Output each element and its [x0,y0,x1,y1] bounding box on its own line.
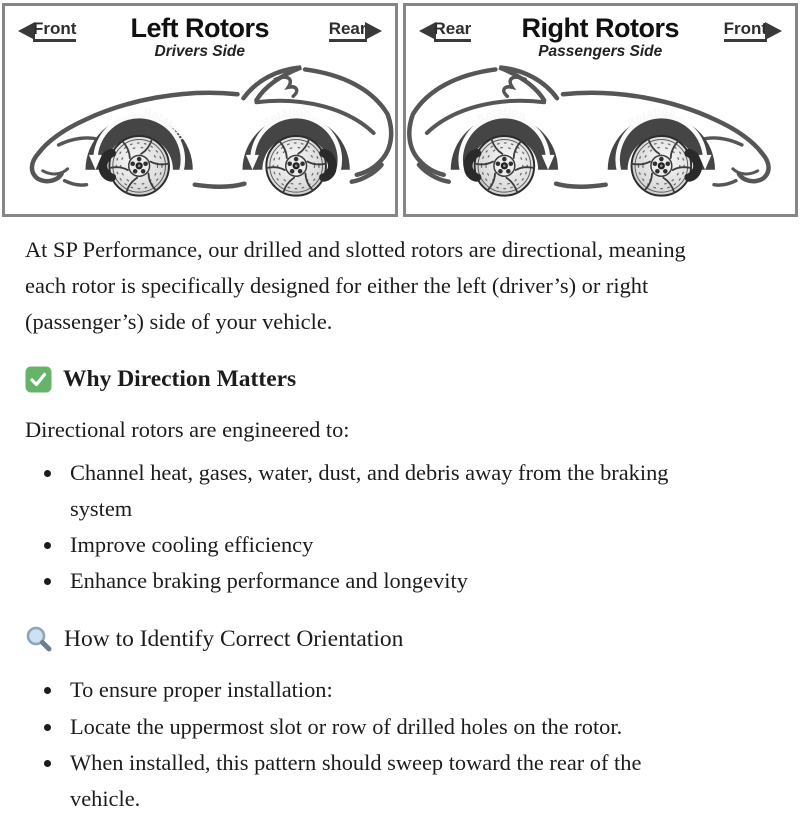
svg-text:Rotation: Rotation [474,107,527,126]
list-item: • Locate the uppermost slot or row of drilled holes on the rotor. [64,709,712,745]
left-panel-header [5,6,395,64]
list-item: • Enhance braking performance and longevity [64,563,712,599]
list-item: • To ensure proper installation: [64,672,712,708]
panel-subtitle: Passengers Side [538,43,663,60]
list-item: • Channel heat, gases, water, dust, and debris away from the braking system [64,455,712,527]
svg-text:Rotation: Rotation [260,107,312,130]
arrow-right-icon [365,22,382,40]
rear-direction-label: Rear [329,20,382,42]
rear-direction-label: Rear [419,20,472,42]
arrow-right-icon [765,22,782,40]
svg-text:Rotation: Rotation [142,107,188,143]
section-title: How to Identify Correct Orientation [64,625,404,652]
right-panel-header [406,6,796,64]
how-bullet-list [25,672,712,816]
section-heading-why-direction-matters [25,366,775,393]
list-item: • Improve cooling efficiency [64,527,712,563]
section-title: Why Direction Matters [63,366,297,393]
magnifying-glass-icon [25,625,53,653]
right-rotors-panel [403,3,799,217]
why-bullet-list [25,455,712,599]
panel-subtitle: Drivers Side [154,43,245,60]
svg-text:Rotation: Rotation [625,107,677,130]
front-direction-label: Front [18,20,76,42]
intro-paragraph: At SP Performance, our drilled and slotted rotors are directional, meaning each rotor is specifically designed for either the left (driver’s) or right (passenger’s) side of your vehicle. [25,237,686,335]
section-heading-how-to-identify [25,625,775,653]
front-direction-label: Front [724,20,782,42]
lead-paragraph: Directional rotors are engineered to: [25,417,350,443]
rotor-direction-diagram [0,0,800,217]
car-right-side-illustration [406,60,796,214]
car-left-side-illustration [5,60,395,214]
check-mark-icon [25,366,52,393]
list-item: • When installed, this pattern should sweep toward the rear of the vehicle. [64,745,712,817]
panel-title: Left Rotors [130,13,269,43]
panel-title: Right Rotors [521,13,679,43]
left-rotors-panel [2,3,398,217]
article-body [0,232,800,817]
